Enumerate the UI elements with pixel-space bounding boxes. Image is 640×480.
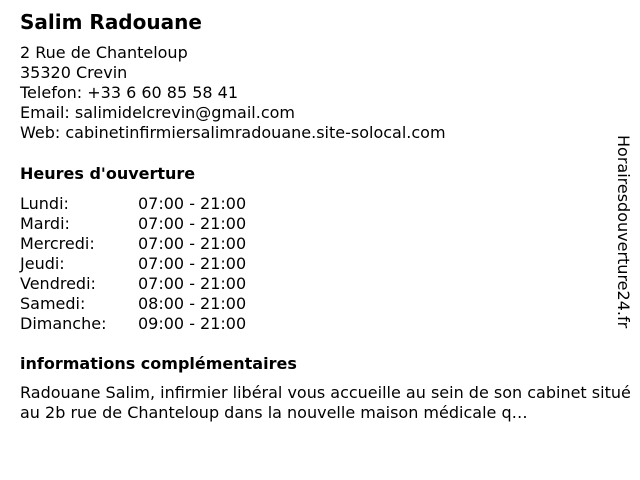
hours-row — [20, 254, 246, 274]
info-heading: informations complémentaires — [20, 354, 297, 373]
hours-day: Samedi: — [20, 294, 86, 313]
address-city: 35320 Crevin — [20, 63, 128, 82]
address-street: 2 Rue de Chanteloup — [20, 43, 188, 62]
hours-time: 07:00 - 21:00 — [138, 274, 247, 293]
hours-day: Jeudi: — [20, 254, 65, 273]
contact-block — [20, 43, 446, 143]
email-line: Email: salimidelcrevin@gmail.com — [20, 103, 295, 122]
hours-time: 07:00 - 21:00 — [138, 254, 247, 273]
hours-day: Mercredi: — [20, 234, 95, 253]
hours-row — [20, 214, 246, 234]
hours-table — [20, 194, 246, 334]
web-line: Web: cabinetinfirmiersalimradouane.site-solocal.com — [20, 123, 446, 142]
hours-row — [20, 194, 246, 214]
hours-time: 07:00 - 21:00 — [138, 194, 247, 213]
hours-time: 07:00 - 21:00 — [138, 234, 247, 253]
hours-row — [20, 294, 246, 314]
phone-line: Telefon: +33 6 60 85 58 41 — [20, 83, 239, 102]
hours-heading: Heures d'ouverture — [20, 164, 196, 183]
hours-time: 09:00 - 21:00 — [138, 314, 247, 333]
hours-row — [20, 274, 246, 294]
hours-row — [20, 314, 246, 334]
hours-time: 07:00 - 21:00 — [138, 214, 247, 233]
hours-time: 08:00 - 21:00 — [138, 294, 247, 313]
hours-day: Mardi: — [20, 214, 70, 233]
business-name: Salim Radouane — [20, 10, 202, 34]
info-description: Radouane Salim, infirmier libéral vous accueille au sein de son cabinet situé au 2b rue de Chanteloup dans la nouvelle maison médicale q… — [20, 383, 631, 422]
hours-day: Lundi: — [20, 194, 69, 213]
hours-row — [20, 234, 246, 254]
hours-day: Dimanche: — [20, 314, 107, 333]
site-watermark: Horairesdouverture24.fr — [614, 135, 633, 329]
hours-day: Vendredi: — [20, 274, 96, 293]
